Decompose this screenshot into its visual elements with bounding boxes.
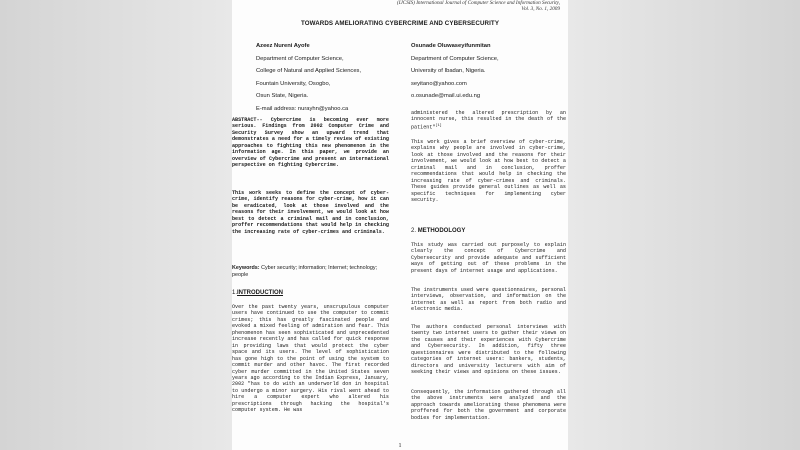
right-background	[568, 0, 800, 450]
journal-header-line1: (IJCSIS) International Journal of Computer Science and Information Security,	[397, 0, 560, 6]
methodology-paragraph-3: The authors conducted personal interviews with twenty two internet users to gather their views on the causes and their experiences with Cybercrime and Cybersecurity. In addition, fifty three questionnaires were distributed to the following categories of internet users: bankers, students, directors and university lecturers with aim of seeking their views and opinions on these issues.	[411, 324, 566, 376]
author-1-email: E-mail address: nurayhn@yahoo.ca	[256, 105, 349, 112]
section-2-number: 2.	[411, 228, 417, 234]
author-1-name: Azeez Nureni Ayofe	[256, 43, 310, 49]
author-1	[256, 40, 361, 116]
left-background	[0, 0, 232, 450]
paper-page	[232, 0, 568, 450]
author-2-line: University of Ibadan, Nigeria.	[411, 68, 486, 75]
keywords	[232, 265, 389, 279]
page-number: 1	[398, 443, 402, 449]
section-2-heading	[411, 228, 465, 234]
journal-header	[397, 0, 560, 13]
keywords-label: Keywords:	[232, 265, 260, 271]
paper-title: TOWARDS AMELIORATING CYBERCRIME AND CYBERSECURITY	[300, 20, 500, 27]
abstract-paragraph-2: This work seeks to define the concept of cyber-crime, identify reasons for cyber-crime, how it can be eradicated, look at those involved and the reasons for their involvement, we would look at how best to detect a criminal mail and in conclusion, proffer recommendations that would help in checking the increasing rate of cyber-crimes and criminals.	[232, 190, 389, 235]
author-1-line: Department of Computer Science,	[256, 55, 344, 62]
section-2-title: METHODOLOGY	[417, 228, 466, 234]
right-paragraph-1	[411, 110, 566, 131]
methodology-paragraph-2: The instruments used were questionnaires, personal interviews, observation, and information on the internet as well as report from both radio and electronic media.	[411, 287, 566, 313]
citation-mark: [1]	[435, 123, 442, 128]
methodology-paragraph-4: Consequently, the information gathered through all the above instruments were analyzed and the approach towards ameliorating these phenomena were proffered for both the government and corporate bodies for implementation.	[411, 389, 566, 421]
section-1-number: 1.	[232, 290, 238, 296]
author-1-line: Osun State, Nigeria.	[256, 93, 309, 100]
section-1-heading	[232, 290, 283, 296]
keywords-text: Cyber security; information; Internet; technology; people	[232, 265, 378, 278]
abstract-paragraph-1: ABSTRACT-- Cybercrime is becoming ever more serious. Findings from 2002 Computer Crime and Security Survey show an upward trend that demonstrates a need for a timely review of existing approaches to fighting this new phenomenon in the information age. In this paper, we provide an overview of Cybercrime and present an international perspective on fighting Cybercrime.	[232, 117, 389, 169]
author-2-name: Osunade Oluwaseyifunmitan	[411, 43, 491, 49]
author-2-email: o.osunade@mail.ui.edu.ng	[411, 93, 481, 100]
right-paragraph-2: This work gives a brief overview of cyber-crime, explains why people are involved in cyber-crime, look at those involved and the reasons for their involvement, we would look at how best to detect a criminal mail and in conclusion, proffer recommendations that would help in checking the increasing rate of cyber-crimes and criminals. These guides provide general outlines as well as specific techniques for implementing cyber security.	[411, 139, 566, 204]
introduction-text: Over the past twenty years, unscrupulous computer users have continued to use the computer to commit crimes; this has greatly fascinated people and evoked a mixed feeling of admiration and fear. This phenomenon has seen sophisticated and unprecedented increase recently and has called for quick response in providing laws that would protect the cyber space and its users. The level of sophistication has gone high to the point of using the system to commit murder and other havoc. The first recorded cyber murder committed in the United States seven years ago according to the Indian Express, January, 2002 "has to do with an underworld don in hospital to undergo a minor surgery. His rival went ahead to hire a computer expert who altered his prescriptions through hacking the hospital's computer system. He was	[232, 304, 389, 414]
author-1-line: College of Natural and Applied Sciences,	[256, 68, 362, 75]
section-1-title: INTRODUCTION	[237, 290, 284, 296]
author-2-email: seyitano@yahoo.com	[411, 80, 467, 87]
author-2-line: Department of Computer Science,	[411, 55, 499, 62]
right-paragraph-1-text: administered the altered prescription by an innocent nurse, this resulted in the death of the patient"	[411, 110, 566, 131]
methodology-paragraph-1: This study was carried out purposely to explain clearly the concept of Cybercrime and Cybersecurity and provide adequate and sufficient ways of getting out of these problems in the present days of internet usage and applications.	[411, 242, 566, 274]
author-2	[411, 40, 499, 103]
author-1-line: Fountain University, Osogbo,	[256, 80, 331, 87]
journal-header-line2: Vol. 3, No. 1, 2009	[521, 6, 560, 13]
